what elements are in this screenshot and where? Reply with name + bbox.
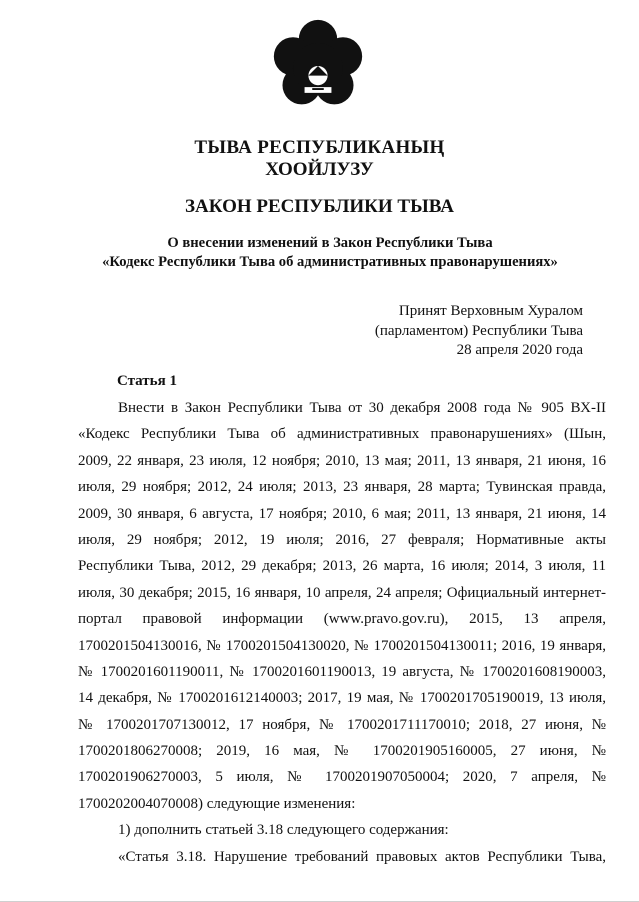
body-line: 1700201504130016, № 1700201504130020, № 1700201504130011; 2016, 19 января, bbox=[78, 637, 606, 654]
law-subtitle-line-2: «Кодекс Республики Тыва об административных правонарушениях» bbox=[102, 254, 558, 270]
body-line: «Кодекс Республики Тыва об административных правонарушениях» (Шын, bbox=[78, 426, 606, 443]
body-line: № 1700201707130012, 17 ноября, № 1700201711170010; 2018, 27 июня, № bbox=[78, 716, 606, 733]
body-line: июля, 30 декабря; 2015, 16 января, 10 апреля, 24 апреля; Официальный интернет- bbox=[78, 584, 606, 601]
adoption-date: 28 апреля 2020 года bbox=[456, 342, 583, 358]
article-body bbox=[78, 395, 606, 870]
body-line: 1700201906270003, 5 июля, № 1700201907050004; 2020, 7 апреля, № bbox=[78, 769, 606, 786]
body-line: № 1700201601190011, № 1700201601190013, 19 августа, № 1700201608190003, bbox=[78, 663, 606, 680]
body-line: июля, 29 ноября; 2012, 19 июля; 2016, 27 февраля; Нормативные акты bbox=[78, 531, 606, 548]
adoption-line: (парламентом) Республики Тыва bbox=[374, 322, 583, 339]
header-line-1: ТЫВА РЕСПУБЛИКАНЫҢ bbox=[194, 137, 445, 158]
adoption-line: Принят Верховным Хуралом bbox=[398, 303, 583, 319]
law-subtitle-line-1: О внесении изменений в Закон Республики Тыва bbox=[167, 235, 493, 251]
body-line: 2009, 30 января, 6 августа, 17 ноября; 2010, 6 мая; 2011, 13 января, 21 июня, 14 bbox=[78, 505, 606, 522]
emblem-icon bbox=[270, 18, 366, 114]
body-line: 14 декабря, № 1700201612140003; 2017, 19 мая, № 1700201705190019, 13 июля, bbox=[78, 690, 606, 707]
body-line: портал правовой информации (www.pravo.gov.ru), 2015, 13 апреля, bbox=[78, 611, 606, 628]
body-line: Республики Тыва, 2012, 29 декабря; 2013, 26 марта, 16 июля; 2014, 3 июля, 11 bbox=[78, 558, 606, 575]
list-item: 1) дополнить статьей 3.18 следующего содержания: bbox=[118, 822, 449, 839]
body-line: Внести в Закон Республики Тыва от 30 декабря 2008 года № 905 ВХ-II bbox=[118, 400, 606, 416]
adoption-block bbox=[375, 302, 583, 361]
body-line: 2009, 22 января, 23 июля, 12 ноября; 2010, 13 мая; 2011, 13 января, 21 июня, 16 bbox=[78, 452, 606, 469]
quoted-article-heading: «Статья 3.18. Нарушение требований правовых актов Республики Тыва, bbox=[118, 848, 606, 865]
law-title: ЗАКОН РЕСПУБЛИКИ ТЫВА bbox=[185, 196, 454, 217]
article-heading: Статья 1 bbox=[117, 373, 177, 389]
body-line: 1700202004070008) следующие изменения: bbox=[78, 795, 356, 812]
header-line-2: ХООЙЛУЗУ bbox=[265, 159, 374, 180]
body-line: июля, 29 ноября; 2012, 24 июля; 2013, 23 января, 28 марта; Тувинская правда, bbox=[78, 479, 606, 496]
body-line: 1700201806270008; 2019, 16 мая, № 1700201905160005, 27 июня, № bbox=[78, 743, 606, 760]
